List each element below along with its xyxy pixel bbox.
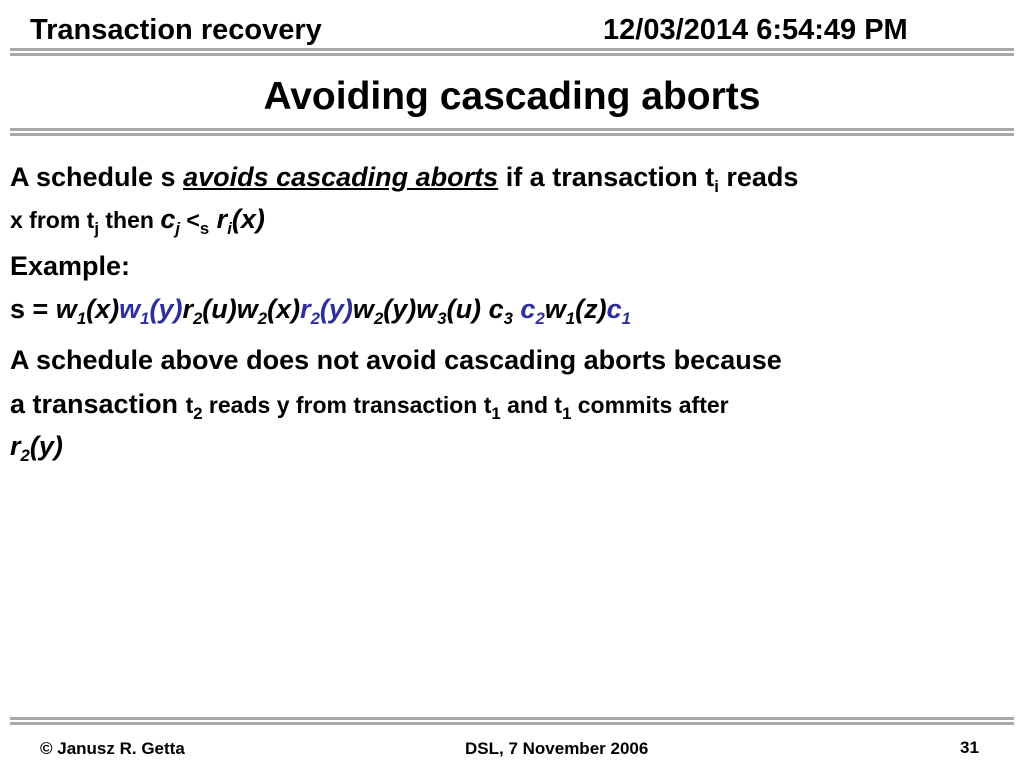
op-base: w <box>352 294 374 324</box>
top-divider <box>10 48 1014 56</box>
explanation-arg: (y) <box>29 431 63 461</box>
explanation-l2c: and t <box>500 392 563 418</box>
op-argument: (y) <box>149 294 183 324</box>
definition-cond2: reads <box>718 162 799 192</box>
op-subscript: 2 <box>373 308 384 328</box>
explanation-l2b: reads y from transaction t <box>202 392 492 418</box>
op-base: w <box>119 294 141 324</box>
op-base: c <box>520 294 536 324</box>
sub-i: i <box>714 176 719 196</box>
op-base: c <box>488 294 504 324</box>
op-argument: (u) <box>202 294 237 324</box>
op-base: w <box>55 294 77 324</box>
example-schedule <box>10 292 631 326</box>
op-base: r <box>182 294 193 324</box>
op-subscript: 1 <box>140 308 150 328</box>
schedule-prefix: s = <box>10 294 56 324</box>
read-arg: (x) <box>231 204 265 234</box>
sub-1b: 1 <box>562 403 572 423</box>
op-argument: (u) <box>446 294 489 324</box>
sub-ri: i <box>227 218 232 238</box>
op-argument: (x) <box>86 294 120 324</box>
schedule-op <box>236 294 301 328</box>
definition-cond1: if a transaction t <box>498 162 715 192</box>
schedule-op <box>55 294 120 328</box>
op-base: w <box>416 294 438 324</box>
op-subscript: 3 <box>437 308 447 328</box>
sub-s: s <box>199 218 210 238</box>
less-than: < <box>180 207 200 233</box>
op-subscript: 2 <box>535 308 545 328</box>
header-course-title: Transaction recovery <box>30 14 322 46</box>
op-argument: (y) <box>383 294 417 324</box>
op-argument: (x) <box>267 294 301 324</box>
explanation-l2a: a transaction <box>10 389 186 419</box>
explanation-line-1: A schedule above does not avoid cascading aborts because <box>10 345 782 375</box>
definition-line-2 <box>10 202 265 237</box>
schedule-op <box>182 294 237 328</box>
op-subscript: 1 <box>565 308 576 328</box>
op-subscript: 2 <box>257 308 268 328</box>
explanation-r: r <box>10 431 21 461</box>
op-subscript: 1 <box>621 308 631 328</box>
title-divider <box>10 128 1014 136</box>
definition-line2a: x from t <box>10 207 95 233</box>
example-label: Example: <box>10 251 131 281</box>
sub-2: 2 <box>193 403 203 423</box>
schedule-op <box>119 294 183 328</box>
definition-line-1 <box>10 160 798 194</box>
header-timestamp: 12/03/2014 6:54:49 PM <box>603 14 908 46</box>
explanation-l2d: commits after <box>571 392 729 418</box>
slide-title: Avoiding cascading aborts <box>263 75 761 118</box>
op-subscript: 1 <box>76 308 87 328</box>
explanation-rsub: 2 <box>20 445 30 465</box>
sub-j: j <box>94 218 99 238</box>
sub-1a: 1 <box>491 403 501 423</box>
definition-line2b: then <box>99 207 161 233</box>
op-argument: (z) <box>575 294 607 324</box>
footer-copyright: © Janusz R. Getta <box>40 739 185 758</box>
schedule-operations <box>55 294 631 328</box>
op-subscript: 3 <box>503 308 513 328</box>
sub-cj: j <box>175 218 181 238</box>
explanation-line-2 <box>10 387 729 422</box>
op-subscript: 2 <box>310 308 320 328</box>
op-base: w <box>544 294 566 324</box>
commit-c: c <box>160 204 176 234</box>
definition-term: avoids cascading aborts <box>183 162 499 192</box>
schedule-op <box>520 294 545 328</box>
page-number: 31 <box>960 738 979 757</box>
read-r: r <box>209 204 228 234</box>
explanation-line-3 <box>10 429 63 463</box>
schedule-op <box>300 294 353 328</box>
schedule-op <box>488 294 521 328</box>
explanation-t: t <box>185 392 194 418</box>
definition-intro: A schedule s <box>10 162 184 192</box>
footer-divider <box>10 717 1014 725</box>
op-base: c <box>606 294 622 324</box>
op-subscript: 2 <box>192 308 203 328</box>
op-base: w <box>236 294 258 324</box>
footer-event: DSL, 7 November 2006 <box>465 739 649 758</box>
schedule-op <box>416 294 489 328</box>
schedule-op <box>352 294 417 328</box>
op-argument: (y) <box>319 294 353 324</box>
schedule-op <box>606 294 631 328</box>
op-base: r <box>300 294 311 324</box>
schedule-op <box>544 294 607 328</box>
